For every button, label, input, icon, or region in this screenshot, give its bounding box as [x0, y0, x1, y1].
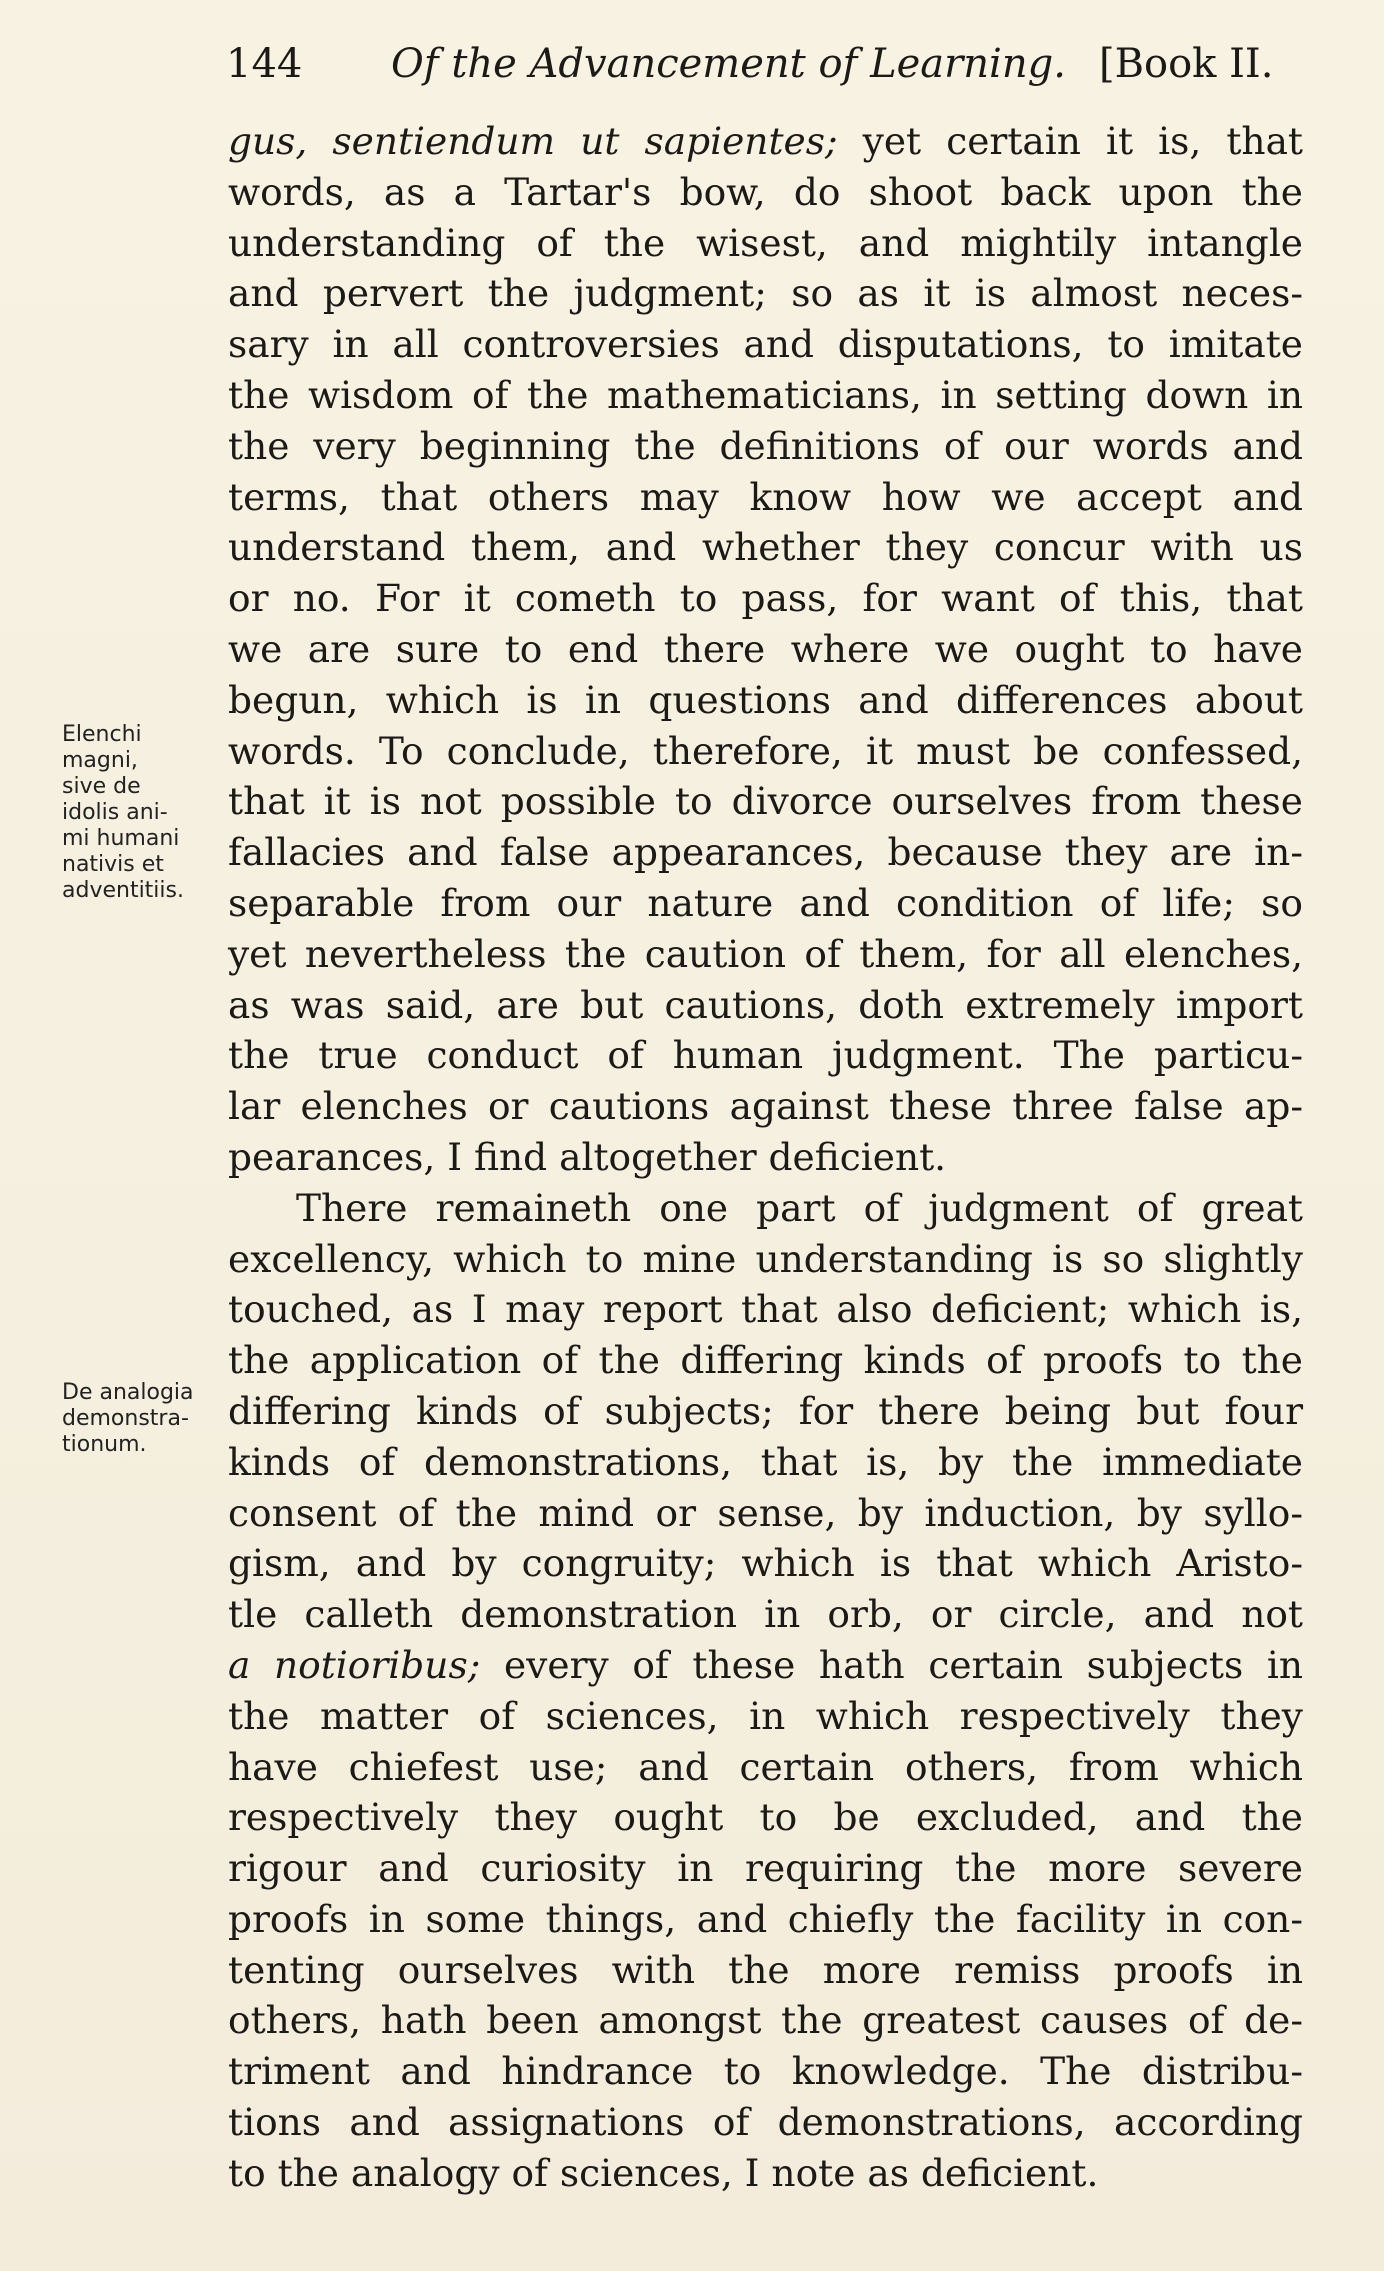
running-header — [226, 34, 1306, 94]
line-text: There remaineth one part of judgment of great — [296, 1185, 1303, 1230]
line-text: sary in all controversies and disputations, to imitate — [228, 322, 1303, 367]
margin-note-line: sive de — [62, 774, 141, 799]
text-line — [228, 1792, 1303, 1843]
text-line — [228, 1234, 1303, 1285]
margin-note-line: magni, — [62, 748, 138, 773]
margin-note-de-analogia — [62, 1380, 194, 1458]
line-text: consent of the mind or sense, by induction, by syllo- — [228, 1490, 1303, 1535]
line-text: or no. For it cometh to pass, for want of this, that — [228, 576, 1303, 621]
line-text: have chiefest use; and certain others, from which — [228, 1744, 1303, 1789]
page-number: 144 — [226, 41, 303, 87]
line-text: we are sure to end there where we ought to have — [228, 626, 1303, 671]
line-text: the wisdom of the mathematicians, in setting down in — [228, 372, 1303, 417]
text-line — [228, 1995, 1303, 2046]
line-text: separable from our nature and condition of life; so — [228, 880, 1303, 925]
text-line — [228, 1284, 1303, 1335]
italic-phrase: gus, sentiendum ut sapientes; — [228, 119, 838, 163]
text-line — [228, 319, 1303, 370]
text-line — [228, 827, 1303, 878]
line-text: terms, that others may know how we accept and — [228, 474, 1303, 519]
text-line — [228, 1183, 1303, 1234]
text-line — [228, 776, 1303, 827]
line-text: pearances, I find altogether deficient. — [228, 1134, 947, 1179]
line-text: proofs in some things, and chiefly the facility in con- — [228, 1896, 1303, 1941]
text-line — [228, 2046, 1303, 2097]
text-line — [228, 116, 1303, 167]
text-line — [228, 1691, 1303, 1742]
margin-note-line: De analogia — [62, 1380, 194, 1405]
line-text: gism, and by congruity; which is that which Aristo- — [228, 1541, 1303, 1586]
line-text: the matter of sciences, in which respectively they — [228, 1693, 1303, 1738]
text-line — [228, 1386, 1303, 1437]
line-text: lar elenches or cautions against these three false ap- — [228, 1084, 1303, 1129]
line-text: yet certain it is, that — [837, 119, 1304, 163]
text-line — [228, 1335, 1303, 1386]
line-text: yet nevertheless the caution of them, for all elenches, — [228, 931, 1303, 976]
line-text: others, hath been amongst the greatest causes of de- — [228, 1998, 1303, 2043]
text-line — [228, 370, 1303, 421]
line-text: begun, which is in questions and differences about — [228, 677, 1303, 722]
margin-note-elenchi — [62, 722, 184, 904]
text-line — [228, 1030, 1303, 1081]
line-text: understand them, and whether they concur with us — [228, 525, 1303, 570]
margin-note-line: demonstra- — [62, 1406, 189, 1431]
line-text: words, as a Tartar's bow, do shoot back upon the — [228, 169, 1303, 214]
line-text: words. To conclude, therefore, it must be confessed, — [228, 728, 1303, 773]
text-line — [228, 421, 1303, 472]
text-line — [228, 167, 1303, 218]
line-text: every of these hath certain subjects in — [480, 1642, 1303, 1687]
margin-note-line: idolis ani- — [62, 800, 168, 825]
text-line — [228, 675, 1303, 726]
margin-note-line: tionum. — [62, 1432, 147, 1457]
text-line — [228, 573, 1303, 624]
text-line — [228, 1894, 1303, 1945]
margin-note-line: adventitiis. — [62, 878, 184, 903]
book-reference: [Book II. — [1099, 41, 1274, 87]
italic-phrase: a notioribus; — [228, 1642, 481, 1687]
margin-note-line: nativis et — [62, 852, 164, 877]
text-line — [228, 1538, 1303, 1589]
line-text: touched, as I may report that also deficient; which is, — [228, 1287, 1303, 1332]
line-text: tle calleth demonstration in orb, or circle, and not — [228, 1592, 1303, 1637]
line-text: tions and assignations of demonstrations, according — [228, 2100, 1303, 2145]
text-line — [228, 1589, 1303, 1640]
running-title: Of the Advancement of Learning. — [391, 41, 1066, 87]
text-line — [228, 472, 1303, 523]
text-line — [228, 1437, 1303, 1488]
line-text: understanding of the wisest, and mightily intangle — [228, 220, 1303, 265]
line-text: respectively they ought to be excluded, and the — [228, 1795, 1303, 1840]
line-text: the true conduct of human judgment. The particu- — [228, 1033, 1303, 1078]
line-text: the application of the differing kinds of proofs to the — [228, 1338, 1303, 1383]
text-line — [228, 1081, 1303, 1132]
text-line — [228, 624, 1303, 675]
text-line — [228, 726, 1303, 777]
line-text: tenting ourselves with the more remiss proofs in — [228, 1947, 1303, 1992]
text-line — [228, 268, 1303, 319]
text-line — [228, 522, 1303, 573]
line-text: the very beginning the definitions of our words and — [228, 423, 1303, 468]
margin-note-line: Elenchi — [62, 722, 142, 747]
body-text — [228, 116, 1303, 2199]
text-line — [228, 1945, 1303, 1996]
line-text: to the analogy of sciences, I note as deficient. — [228, 2150, 1099, 2195]
line-text: differing kinds of subjects; for there being but four — [228, 1388, 1303, 1433]
margin-note-line: mi humani — [62, 826, 180, 851]
text-line — [228, 1640, 1303, 1691]
line-text: as was said, are but cautions, doth extremely import — [228, 982, 1303, 1027]
line-text: and pervert the judgment; so as it is almost neces- — [228, 271, 1303, 316]
text-line — [228, 1843, 1303, 1894]
text-line — [228, 1488, 1303, 1539]
line-text: triment and hindrance to knowledge. The distribu- — [228, 2049, 1303, 2094]
text-line — [228, 1742, 1303, 1793]
text-line — [228, 218, 1303, 269]
line-text: excellency, which to mine understanding is so slightly — [228, 1236, 1303, 1281]
text-line — [228, 2097, 1303, 2148]
text-line — [228, 2148, 1303, 2199]
line-text: kinds of demonstrations, that is, by the immediate — [228, 1439, 1303, 1484]
text-line — [228, 929, 1303, 980]
line-text: that it is not possible to divorce ourselves from these — [228, 779, 1303, 824]
text-line — [228, 1132, 1303, 1183]
line-text: fallacies and false appearances, because they are in- — [228, 830, 1303, 875]
text-line — [228, 878, 1303, 929]
text-line — [228, 980, 1303, 1031]
line-text: rigour and curiosity in requiring the more severe — [228, 1846, 1303, 1891]
